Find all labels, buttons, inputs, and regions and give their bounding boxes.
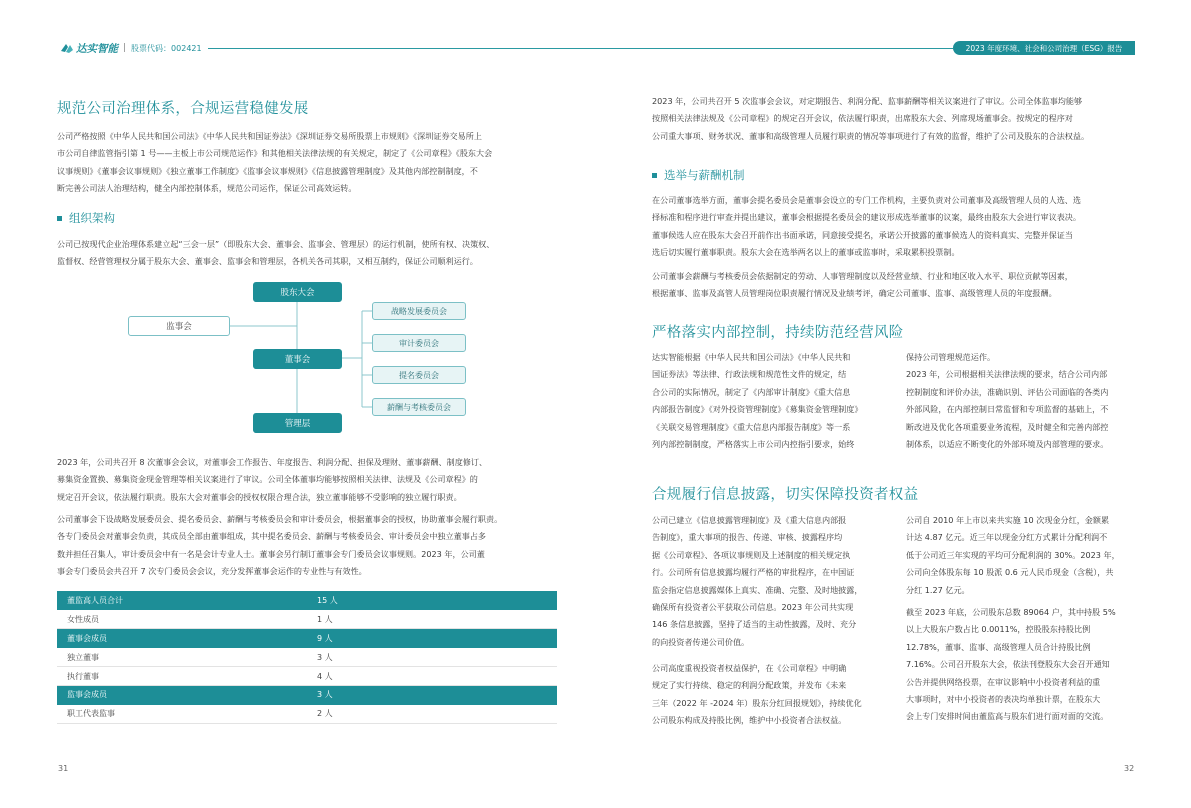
table-row [57,591,557,610]
internal-control-left-column [652,349,884,453]
table-cell-label: 独立董事 [57,648,307,667]
text-line: 制体系，以适应不断变化的外部环境及内部管理的要求。 [906,439,1109,450]
page-number-left: 31 [58,764,69,773]
text-line: 大事项时，对中小投资者的表决均单独计票，在股东大 [906,694,1101,705]
remuneration-paragraph [652,268,1137,303]
text-line: 《关联交易管理制度》《重大信息内部报告制度》等一系 [652,421,851,432]
section-title-disclosure: 合规履行信息披露，切实保障投资者权益 [652,487,919,503]
text-line: 以上大股东户数占比 0.0011%，控股股东持股比例 [906,624,1091,635]
text-line: 146 条信息披露，坚持了适当的主动性披露，及时、充分 [652,619,857,630]
table-row [57,685,557,704]
table-cell-label: 监事会成员 [57,685,307,704]
supervisor-meetings-paragraph [652,93,1137,145]
text-line: 市公司自律监管指引第 1 号——主板上市公司规范运作》和其他相关法律法规的有关规定，制定了《公司章程》《股东大会 [57,148,493,159]
text-line: 7.16%。公司召开股东大会，依法刊登股东大会召开通知 [906,659,1110,670]
internal-control-right-column [906,349,1138,453]
text-line: 规定了实行持续、稳定的利润分配政策，并发布《未来 [652,680,847,691]
table-row [57,667,557,686]
text-line: 三年（2022 年 -2024 年）股东分红回报规划》，持续优化 [652,697,862,708]
text-line: 规定召开会议，依法履行职责。股东大会对董事会的授权权限合理合法，独立董事能够不受影响的独立履行职责。 [57,491,462,502]
text-line: 数并担任召集人，审计委员会中有一名是会计专业人士。董事会另行制订董事会专门委员会议事规则。2023 年，公司董 [57,548,485,559]
subheading-text: 组织架构 [69,211,115,225]
org-node-committee-audit: 审计委员会 [372,334,466,352]
table-cell-value: 9 人 [307,629,557,648]
text-line: 列内部控制制度，严格落实上市公司内控指引要求，始终 [652,439,855,450]
text-line: 在公司董事选举方面，董事会提名委员会是董事会设立的专门工作机构，主要负责对公司董事及高级管理人员的人选、选 [652,195,1081,205]
company-name: 达实智能 [76,42,118,55]
text-line: 2023 年，公司根据相关法律法规的要求，结合公司内部 [906,369,1108,380]
table-cell-value: 15 人 [307,591,557,610]
text-line: 公司重大事项、财务状况、董事和高级管理人员履行职责的情况等事项进行了有效的监督，维护了公司及股东的合法权益。 [652,130,1090,141]
table-row [57,704,557,723]
table-cell-label: 董监高人员合计 [57,591,307,610]
section-title-internal-control: 严格落实内部控制，持续防范经营风险 [652,325,904,341]
text-line: 公司严格按照《中华人民共和国公司法》《中华人民共和国证券法》《深圳证券交易所股票上市规则》《深圳证券交易所上 [57,131,482,141]
text-line: 公司已按现代企业治理体系建立起“三会一层”（即股东大会、董事会、监事会、管理层）的运行机制，使所有权、决策权、 [57,239,495,249]
org-node-management: 管理层 [253,413,342,433]
org-node-shareholders: 股东大会 [253,282,342,302]
header-separator: | [123,43,127,53]
text-line: 公司已建立《信息披露管理制度》及《重大信息内部报 [652,515,847,525]
subheading-selection [652,167,745,183]
text-line: 监会指定信息披露媒体上真实、准确、完整、及时地披露， [652,584,863,595]
text-line: 断完善公司法人治理结构，健全内部控制体系，规范公司运作，保证公司高效运转。 [57,183,357,194]
page-number-right: 32 [1124,764,1135,773]
text-line: 公司董事会下设战略发展委员会、提名委员会、薪酬与考核委员会和审计委员会，根据董事会的授权，协助董事会履行职责。 [57,514,503,524]
table-cell-label: 董事会成员 [57,629,307,648]
text-line: 外部风险，在内部控制日常监督和专项监督的基础上，不 [906,404,1109,415]
dividend-paragraph [906,512,1138,599]
text-line: 的向投资者传递公司价值。 [652,636,750,647]
text-line: 2023 年，公司共召开 5 次监事会会议，对定期报告、利润分配、监事薪酬等相关议案进行了审议。公司全体监事均能够 [652,96,1083,106]
report-title-tab: 2023 年度环境、社会和公司治理（ESG）报告 [953,41,1135,55]
text-line: 达实智能根据《中华人民共和国公司法》《中华人民共和 [652,352,851,362]
text-line: 择标准和程序进行审查并提出建议，董事会根据提名委员会的建议形成选举董事的议案，最终由股东大会进行审议表决。 [652,212,1081,223]
table-row [57,629,557,648]
text-line: 公司董事会薪酬与考核委员会依据制定的劳动、人事管理制度以及经营业绩、行业和地区收入水平、职位贡献等因素， [652,271,1073,281]
subheading-text: 选举与薪酬机制 [664,168,745,182]
text-line: 监督权、经营管理权分属于股东大会、董事会、监事会和管理层，各机关各司其职，又相互制约，保证公司顺利运行。 [57,256,478,267]
table-cell-label: 女性成员 [57,610,307,629]
text-line: 保持公司管理规范运作。 [906,352,996,362]
text-line: 12.78%，董事、监事、高级管理人员合计持股比例 [906,641,1091,652]
table-cell-value: 4 人 [307,667,557,686]
text-line: 低于公司近三年实现的平均可分配利润的 30%。2023 年， [906,549,1120,560]
text-line: 控制制度和评价办法，准确识别、评估公司面临的各类内 [906,386,1109,397]
text-line: 会上专门安排时间由董监高与股东们进行面对面的交流。 [906,711,1109,722]
org-node-supervisors: 监事会 [128,316,230,336]
investor-protection-paragraph [652,660,884,730]
text-line: 各专门委员会对董事会负责，其成员全部由董事组成，其中提名委员会、薪酬与考核委员会、审计委员会中独立董事占多 [57,531,486,542]
text-line: 议事规则》《董事会议事规则》《独立董事工作制度》《监事会议事规则》《信息披露管理制度》及其他内部控制制度，不 [57,165,478,176]
text-line: 国证券法》等法律、行政法规和规范性文件的规定，结 [652,369,847,380]
table-row [57,648,557,667]
text-line: 分红 1.27 亿元。 [906,584,970,595]
org-node-board: 董事会 [253,349,342,369]
table-cell-value: 2 人 [307,704,557,723]
disclosure-paragraph [652,512,884,651]
text-line: 公司股东构成及持股比例，维护中小投资者合法权益。 [652,715,847,726]
text-line: 内部报告制度》《对外投资管理制度》《募集资金管理制度》 [652,404,863,415]
org-node-committee-strategy: 战略发展委员会 [372,302,466,320]
text-line: 2023 年，公司共召开 8 次董事会会议，对董事会工作报告、年度报告、利润分配、担保及理财、董事薪酬、制度修订、 [57,457,488,467]
table-cell-value: 3 人 [307,685,557,704]
text-line: 计达 4.87 亿元。近三年以现金分红方式累计分配利润不 [906,532,1108,543]
text-line: 选后切实履行董事职责。股东大会在选举两名以上的董事或监事时，采取累积投票制。 [652,247,960,258]
text-line: 募集资金置换、募集资金现金管理等相关议案进行了审议。公司全体董事均能够按照相关法律、法规及《公司章程》的 [57,474,478,485]
table-cell-label: 执行董事 [57,667,307,686]
text-line: 按照相关法律法规及《公司章程》的规定召开会议，依法履行职责，出席股东大会、列席现场董事会。按规定的程序对 [652,113,1073,124]
table-cell-value: 1 人 [307,610,557,629]
text-line: 根据董事、监事及高管人员管理岗位职责履行情况及业绩考评，确定公司董事、监事、高级管理人员的年度报酬。 [652,288,1057,299]
board-composition-table [57,591,557,724]
text-line: 截至 2023 年底，公司股东总数 89064 户，其中持股 5% [906,607,1116,617]
text-line: 行。公司所有信息披露均履行严格的审批程序，在中国证 [652,567,855,578]
text-line: 据《公司章程》、各项议事规则及上述制度的相关规定执 [652,549,851,560]
table-cell-value: 3 人 [307,648,557,667]
org-node-committee-remuneration: 薪酬与考核委员会 [372,398,466,416]
text-line: 断改进及优化各项重要业务流程，及时健全和完善内部控 [906,421,1109,432]
text-line: 告制度》，重大事项的报告、传递、审核、披露程序均 [652,532,843,543]
text-line: 公司自 2010 年上市以来共实施 10 次现金分红，金额累 [906,515,1110,525]
committees-paragraph [57,511,557,581]
text-line: 董事候选人应在股东大会召开前作出书面承诺，同意接受提名，承诺公开披露的董事候选人的资料真实、完整并保证当 [652,229,1073,240]
table-row [57,610,557,629]
selection-paragraph [652,192,1137,262]
text-line: 公司向全体股东每 10 股派 0.6 元人民币现金（含税），共 [906,567,1114,578]
org-node-committee-nomination: 提名委员会 [372,366,466,384]
text-line: 合公司的实际情况，制定了《内部审计制度》《重大信息 [652,386,851,397]
text-line: 确保所有投资者公平获取公司信息。2023 年公司共实现 [652,602,854,613]
text-line: 公司高度重视投资者权益保护，在《公司章程》中明确 [652,663,847,673]
text-line: 公告并提供网络投票，在审议影响中小投资者利益的重 [906,676,1101,687]
shareholder-structure-paragraph [906,604,1138,726]
stock-code: 股票代码：002421 [131,43,202,53]
board-meetings-paragraph [57,454,557,506]
section-title-governance: 规范公司治理体系，合规运营稳健发展 [57,101,309,117]
bullet-square-icon [652,173,657,178]
table-cell-label: 职工代表监事 [57,704,307,723]
text-line: 事会专门委员会共召开 7 次专门委员会会议，充分发挥董事会运作的专业性与有效性。 [57,566,367,577]
